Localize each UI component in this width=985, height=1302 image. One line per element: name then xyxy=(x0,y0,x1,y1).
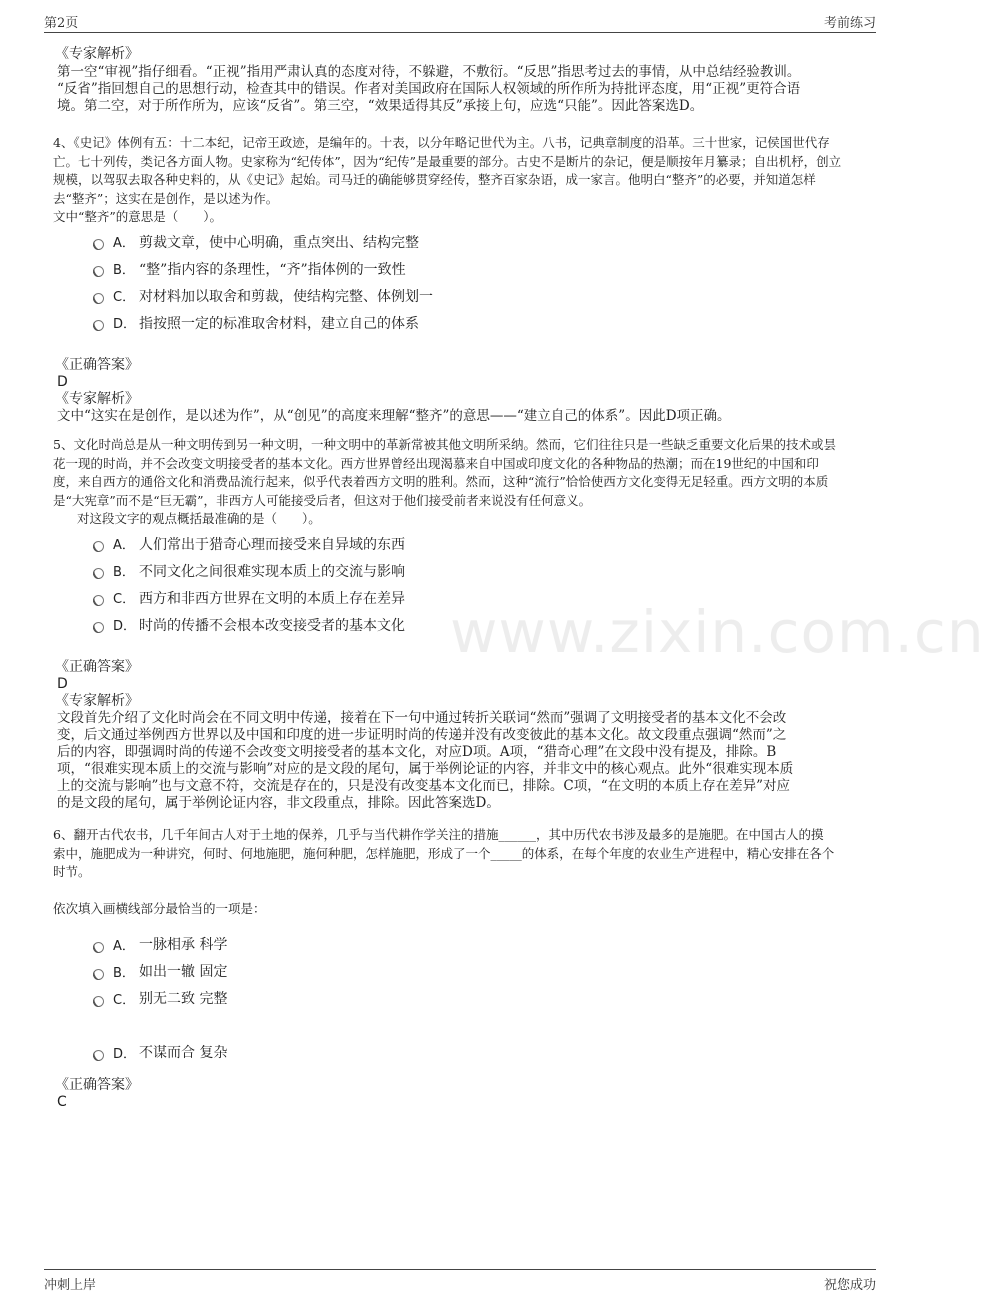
analysis-text xyxy=(55,64,870,115)
option-letter: D． xyxy=(113,317,137,332)
option-letter: B． xyxy=(113,263,135,278)
option-text: 指按照一定的标准取舍材料，建立自己的体系 xyxy=(139,315,419,332)
option-a[interactable] xyxy=(93,931,870,958)
options xyxy=(93,228,870,336)
option-d[interactable] xyxy=(93,611,870,638)
options xyxy=(93,530,870,638)
radio-icon[interactable] xyxy=(93,595,104,606)
footer-rule xyxy=(44,1269,876,1270)
analysis-label: 《专家解析》 xyxy=(55,46,139,62)
option-letter: C． xyxy=(113,992,136,1008)
answer-value: D xyxy=(57,676,68,692)
answer-value: D xyxy=(57,374,68,390)
question-6 xyxy=(55,826,870,1111)
question-text xyxy=(53,436,870,510)
radio-icon[interactable] xyxy=(93,622,104,633)
header-title: 考前练习 xyxy=(823,16,876,31)
option-a[interactable] xyxy=(93,530,870,557)
analysis-line: 变，后文通过举例西方世界以及中国和印度的进一步证明时尚的传递并没有改变彼此的基本文化。故文段重点强调“然而”之 xyxy=(57,727,787,743)
option-c[interactable] xyxy=(93,985,870,1012)
question-text xyxy=(53,826,870,882)
analysis-line: 后的内容，即强调时尚的传递不会改变文明接受者的基本文化，对应D项。A项，“猎奇心理”在文段中没有提及，排除。B xyxy=(57,744,777,760)
option-text: 西方和非西方世界在文明的本质上存在差异 xyxy=(139,590,405,607)
radio-icon[interactable] xyxy=(93,942,104,953)
analysis-line: 的是文段的尾句，属于举例论证内容，非文段重点，排除。因此答案选D。 xyxy=(57,795,500,811)
watermark: www.zixin.com.cn xyxy=(450,598,985,666)
question-line: 索中，施肥成为一种讲究，何时、何地施肥，施何种肥，怎样施肥，形成了一个_____的体系，在每个年度的农业生产进程中，精心安排在各个 xyxy=(53,845,835,861)
option-text: “整”指内容的条理性，“齐”指体例的一致性 xyxy=(139,261,406,278)
question-line: 度，来自西方的通俗文化和消费品流行起来，似乎代表着西方文明的胜利。然而，这种“流行”恰恰使西方文化变得无足轻重。西方文明的本质 xyxy=(53,474,829,489)
analysis-line: 境。第二空，对于所作所为，应该“反省”。第三空，“效果适得其反”承接上句，应选“只能”。因此答案选D。 xyxy=(57,98,704,114)
question-stem: 依次填入画横线部分最恰当的一项是： xyxy=(53,900,266,916)
radio-icon[interactable] xyxy=(93,239,104,250)
question-line: 亡。七十列传，类记各方面人物。史家称为“纪传体”，因为“纪传”是最重要的部分。古史不是断片的杂记，便是顺按年月纂录；自出机杼，创立 xyxy=(53,153,842,169)
question-text xyxy=(53,134,870,208)
option-c[interactable] xyxy=(93,282,870,309)
question-stem: 对这段文字的观点概括最准确的是（ ）。 xyxy=(77,511,321,526)
question-line: 规模，以驾驭去取各种史料的，从《史记》起始。司马迁的确能够贯穿经传，整齐百家杂语，成一家言。他明白“整齐”的必要，并知道怎样 xyxy=(53,172,816,187)
answer-label: 《正确答案》 xyxy=(55,1076,139,1093)
option-c[interactable] xyxy=(93,584,870,611)
analysis-line: 项，“很难实现本质上的交流与影响”对应的是文段的尾句，属于举例论证的内容，并非文中的核心观点。此外“很难实现本质 xyxy=(57,761,794,777)
option-text: 别无二致 完整 xyxy=(139,991,228,1007)
answer-label: 《正确答案》 xyxy=(55,357,139,373)
question-line: 去“整齐”；这实在是创作，是以述为作。 xyxy=(53,190,279,206)
question-line: 6、翻开古代农书，几千年间古人对于土地的保养，几乎与当代耕作学关注的措施______，其中历代农书涉及最多的是施肥。在中国古人的摸 xyxy=(53,827,824,842)
question-line: 时节。 xyxy=(53,864,91,879)
option-b[interactable] xyxy=(93,958,870,985)
question-line: 是“大宪章”而不是“巨无霸”，非西方人可能接受后者，但这对于他们接受前者来说没有任何意义。 xyxy=(53,492,592,508)
question-line: 花一现的时尚，并不会改变文明接受者的基本文化。西方世界曾经出现渴慕来自中国或印度文化的各种物品的热潮；而在19世纪的中国和印 xyxy=(53,455,819,471)
question-line: 5、文化时尚总是从一种文明传到另一种文明，一种文明中的革新常被其他文明所采纳。然而，它们往往只是一些缺乏重要文化后果的技术或昙 xyxy=(53,437,836,452)
page-header xyxy=(44,12,876,32)
option-letter: C． xyxy=(113,592,136,607)
prev-analysis xyxy=(55,46,870,115)
option-text: 时尚的传播不会根本改变接受者的基本文化 xyxy=(139,617,405,634)
radio-icon[interactable] xyxy=(93,541,104,552)
answer-label: 《正确答案》 xyxy=(55,659,139,675)
option-letter: C． xyxy=(113,290,136,305)
option-text: 对材料加以取舍和剪裁，使结构完整、体例划一 xyxy=(139,288,433,305)
option-b[interactable] xyxy=(93,557,870,584)
option-text: 不同文化之间很难实现本质上的交流与影响 xyxy=(139,563,405,580)
option-text: 一脉相承 科学 xyxy=(139,937,228,953)
option-text: 不谋而合 复杂 xyxy=(139,1045,228,1061)
header-rule xyxy=(44,32,876,33)
analysis-label: 《专家解析》 xyxy=(55,693,139,709)
analysis-line: 文段首先介绍了文化时尚会在不同文明中传递，接着在下一句中通过转折关联词“然而”强调了文明接受者的基本文化不会改 xyxy=(57,710,787,726)
content xyxy=(55,46,870,1111)
option-d[interactable] xyxy=(93,309,870,336)
option-a[interactable] xyxy=(93,228,870,255)
answer-value: C xyxy=(57,1093,67,1110)
analysis-line: 第一空“审视”指仔细看。“正视”指用严肃认真的态度对待，不躲避，不敷衍。“反思”指思考过去的事情，从中总结经验教训。 xyxy=(57,64,801,80)
option-letter: A． xyxy=(113,938,135,954)
analysis-line: 文中“这实在是创作，是以述为作”，从“创见”的高度来理解“整齐”的意思——“建立自己的体系”。因此D项正确。 xyxy=(57,408,731,424)
option-b[interactable] xyxy=(93,255,870,282)
question-5 xyxy=(55,436,870,812)
question-line: 4、《史记》体例有五：十二本纪，记帝王政迹，是编年的。十表，以分年略记世代为主。八书，记典章制度的沿革。三十世家，记侯国世代存 xyxy=(53,135,830,150)
radio-icon[interactable] xyxy=(93,293,104,304)
analysis-line: “反省”指回想自己的思想行动，检查其中的错误。作者对美国政府在国际人权领域的所作所为持批评态度，用“正视”更符合语 xyxy=(57,81,801,97)
footer-left-text: 冲刺上岸 xyxy=(44,1278,97,1293)
option-letter: B． xyxy=(113,965,135,981)
option-text: 剪裁文章，使中心明确，重点突出、结构完整 xyxy=(139,234,419,251)
option-text: 如出一辙 固定 xyxy=(139,964,228,980)
option-letter: A． xyxy=(113,236,135,251)
radio-icon[interactable] xyxy=(93,1050,104,1061)
option-d[interactable] xyxy=(93,1039,870,1066)
option-letter: B． xyxy=(113,565,135,580)
analysis-label: 《专家解析》 xyxy=(55,391,139,407)
radio-icon[interactable] xyxy=(93,996,104,1007)
analysis-line: 上的交流与影响”也与文意不符，交流是存在的，只是没有改变基本文化而已，排除。C项，“在文明的本质上存在差异”对应 xyxy=(57,778,791,794)
radio-icon[interactable] xyxy=(93,568,104,579)
radio-icon[interactable] xyxy=(93,320,104,331)
page-number: 第2页 xyxy=(44,16,79,31)
option-letter: D． xyxy=(113,619,137,634)
footer-right-text: 祝您成功 xyxy=(823,1278,876,1293)
option-letter: A． xyxy=(113,538,135,553)
option-letter: D． xyxy=(113,1046,137,1062)
question-stem: 文中“整齐”的意思是（ ）。 xyxy=(53,209,223,224)
radio-icon[interactable] xyxy=(93,266,104,277)
analysis-text xyxy=(55,710,870,812)
options xyxy=(93,931,870,1066)
option-text: 人们常出于猎奇心理而接受来自异域的东西 xyxy=(139,536,405,553)
radio-icon[interactable] xyxy=(93,969,104,980)
question-4 xyxy=(55,134,870,425)
